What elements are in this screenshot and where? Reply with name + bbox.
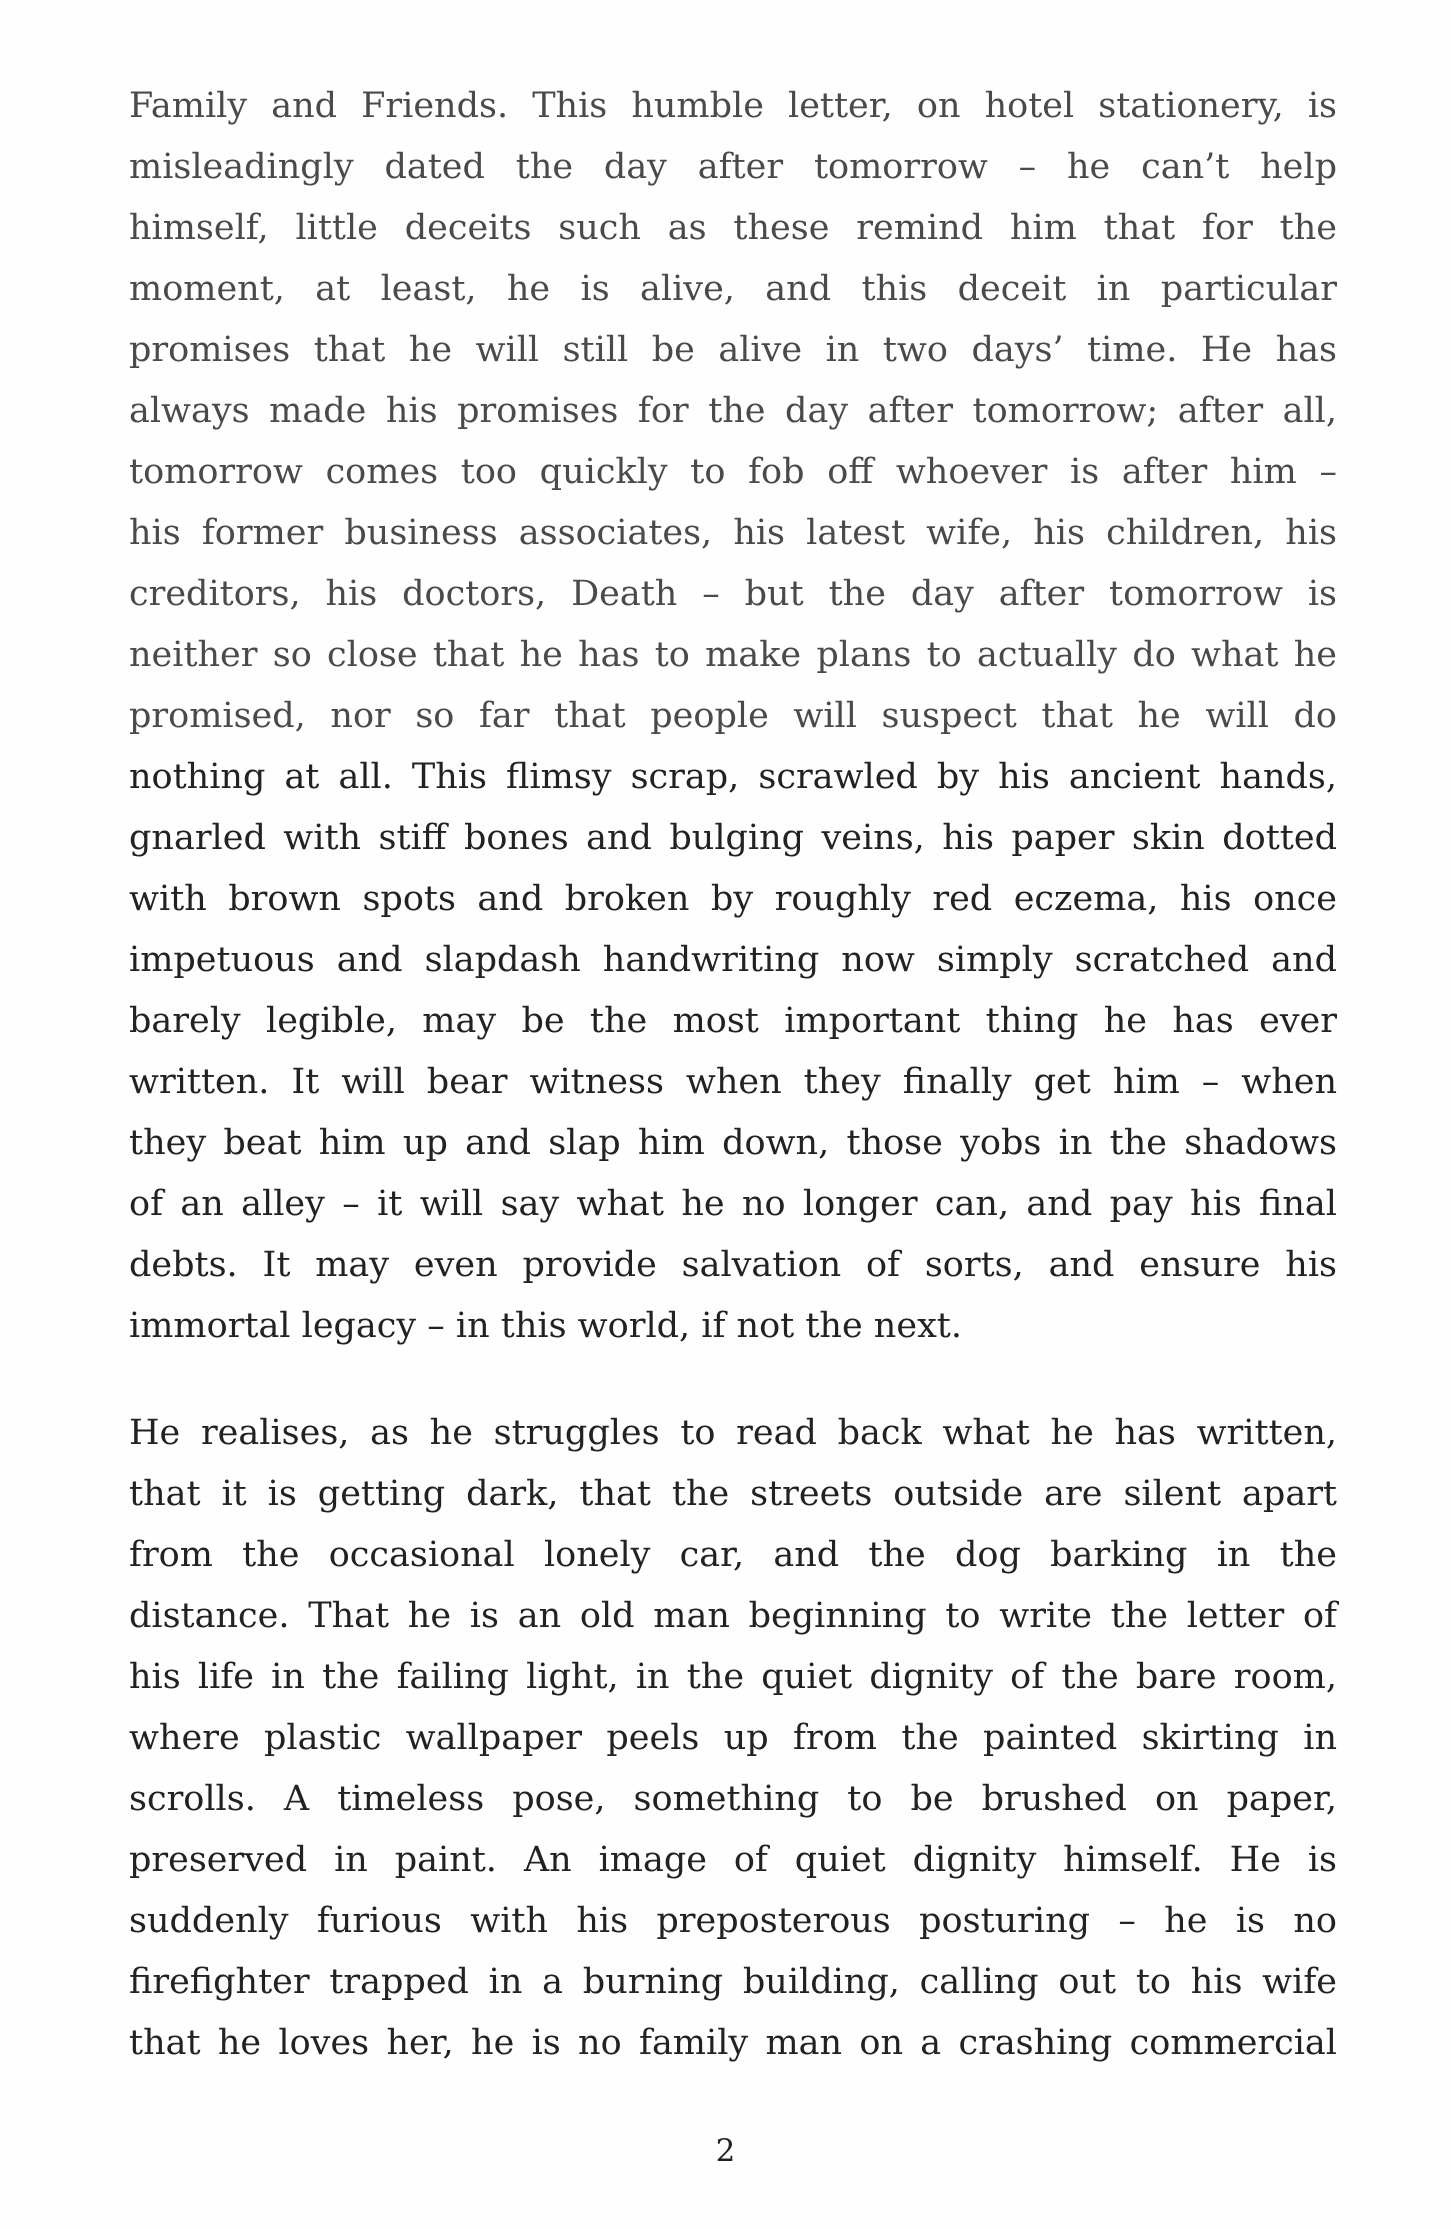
- text-line: debts. It may even provide salvation of sorts, and ensure his: [129, 1245, 1337, 1285]
- text-line: impetuous and slapdash handwriting now simply scratched and: [129, 940, 1337, 980]
- text-line: that it is getting dark, that the streets outside are silent apart: [129, 1474, 1337, 1514]
- text-line: promises that he will still be alive in two days’ time. He has: [129, 330, 1337, 370]
- text-line: He realises, as he struggles to read back what he has written,: [129, 1413, 1337, 1453]
- text-line: immortal legacy – in this world, if not the next.: [129, 1306, 962, 1346]
- page-number: 2: [715, 2133, 736, 2169]
- text-line: tomorrow comes too quickly to fob off whoever is after him –: [129, 452, 1337, 492]
- text-line: Family and Friends. This humble letter, on hotel stationery, is: [129, 86, 1337, 126]
- text-line: gnarled with stiff bones and bulging veins, his paper skin dotted: [129, 818, 1337, 858]
- text-line: nothing at all. This flimsy scrap, scrawled by his ancient hands,: [129, 757, 1337, 797]
- text-line: that he loves her, he is no family man on a crashing commercial: [129, 2023, 1337, 2063]
- text-line: neither so close that he has to make plans to actually do what he: [129, 635, 1337, 675]
- text-line: scrolls. A timeless pose, something to be brushed on paper,: [129, 1779, 1337, 1819]
- paragraph-1: [129, 76, 1337, 1357]
- text-line: always made his promises for the day after tomorrow; after all,: [129, 391, 1337, 431]
- text-line: of an alley – it will say what he no longer can, and pay his final: [129, 1184, 1337, 1224]
- text-line: creditors, his doctors, Death – but the day after tomorrow is: [129, 574, 1337, 614]
- text-line: with brown spots and broken by roughly red eczema, his once: [129, 879, 1337, 919]
- text-line: written. It will bear witness when they finally get him – when: [129, 1062, 1337, 1102]
- text-line: firefighter trapped in a burning building, calling out to his wife: [129, 1962, 1337, 2002]
- text-line: preserved in paint. An image of quiet dignity himself. He is: [129, 1840, 1337, 1880]
- text-line: from the occasional lonely car, and the dog barking in the: [129, 1535, 1337, 1575]
- text-line: distance. That he is an old man beginning to write the letter of: [129, 1596, 1337, 1636]
- text-line: his former business associates, his latest wife, his children, his: [129, 513, 1337, 553]
- text-line: his life in the failing light, in the quiet dignity of the bare room,: [129, 1657, 1337, 1697]
- text-line: suddenly furious with his preposterous posturing – he is no: [129, 1901, 1337, 1941]
- text-line: barely legible, may be the most important thing he has ever: [129, 1001, 1337, 1041]
- paragraph-2: [129, 1403, 1337, 2074]
- text-line: misleadingly dated the day after tomorrow – he can’t help: [129, 147, 1337, 187]
- text-line: himself, little deceits such as these remind him that for the: [129, 208, 1337, 248]
- text-line: they beat him up and slap him down, those yobs in the shadows: [129, 1123, 1337, 1163]
- text-line: where plastic wallpaper peels up from the painted skirting in: [129, 1718, 1337, 1758]
- text-line: promised, nor so far that people will suspect that he will do: [129, 696, 1337, 736]
- text-line: moment, at least, he is alive, and this deceit in particular: [129, 269, 1337, 309]
